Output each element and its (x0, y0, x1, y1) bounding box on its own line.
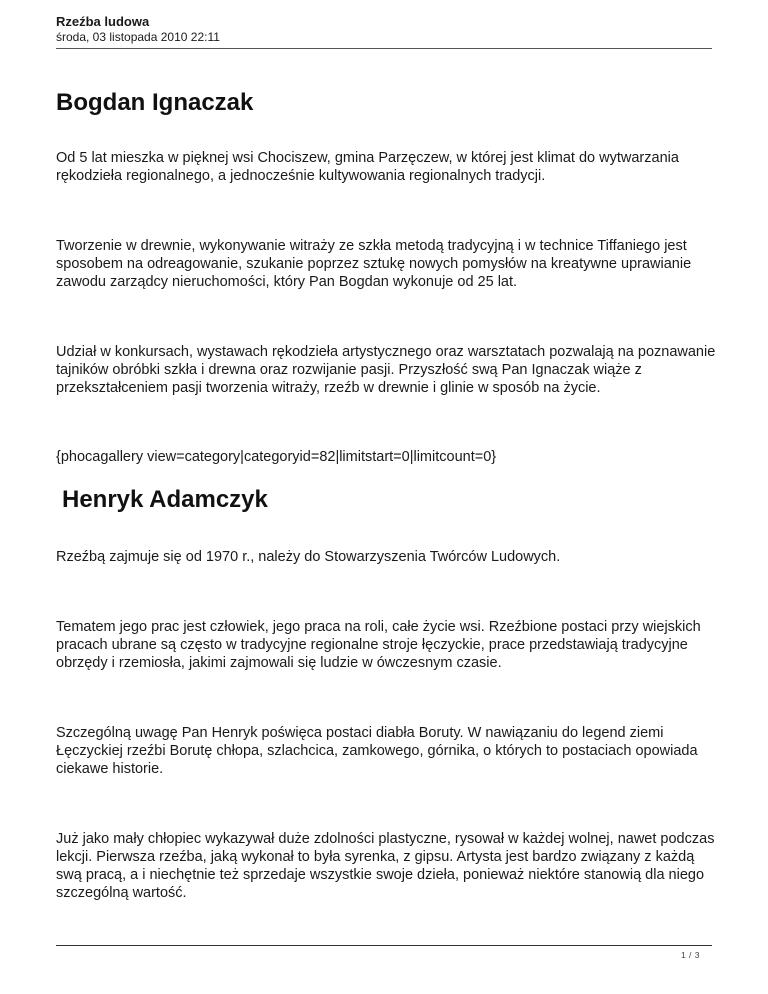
article-body (56, 88, 716, 902)
paragraph: Szczególną uwagę Pan Henryk poświęca postaci diabła Boruty. W nawiązaniu do legend ziemi Łęczyckiej rzeźbi Borutę chłopa, szlachcica, zamkowego, górnika, o których to postaciach opowiada ciekawe historie. (56, 725, 698, 777)
paragraph: Udział w konkursach, wystawach rękodzieła artystycznego oraz warsztatach pozwalają na poznawanie tajników obróbki szkła i drewna oraz rozwijanie pasji. Przyszłość swą Pan Ignaczak wiąże z przekształceniem pasji tworzenia witraży, rzeźb w drewnie i glinie w sposób na życie. (56, 344, 716, 396)
paragraph: Tematem jego prac jest człowiek, jego praca na roli, całe życie wsi. Rzeźbione postaci przy wiejskich pracach ubrane są często w tradycyjne regionalne stroje łęczyckie, prace przedstawiają tradycyjne obrzędy i rzemiosła, jakimi zajmowali się ludzie w ówczesnym czasie. (56, 619, 701, 671)
page-number: 1 / 3 (680, 950, 700, 960)
gallery-shortcode: {phocagallery view=category|categoryid=82|limitstart=0|limitcount=0} (56, 449, 497, 465)
paragraph: Rzeźbą zajmuje się od 1970 r., należy do Stowarzyszenia Twórców Ludowych. (56, 549, 561, 565)
paragraph: Od 5 lat mieszka w pięknej wsi Chociszew, gmina Parzęczew, w której jest klimat do wytwarzania rękodzieła regionalnego, a jednocześnie kultywowania regionalnych tradycji. (56, 150, 679, 184)
paragraph: Już jako mały chłopiec wykazywał duże zdolności plastyczne, rysował w każdej wolnej, nawet podczas lekcji. Pierwsza rzeźba, jaką wykonał to była syrenka, z gipsu. Artysta jest bardzo związany z każdą swą pracą, a i niechętnie też sprzedaje wszystkie swoje dzieła, ponieważ niektóre stanowią dla niego szczególną wartość. (56, 831, 715, 901)
section-heading-henryk: Henryk Adamczyk (62, 486, 268, 513)
document-date: środa, 03 listopada 2010 22:11 (56, 30, 220, 44)
paragraph: Tworzenie w drewnie, wykonywanie witraży ze szkła metodą tradycyjną i w technice Tiffaniego jest sposobem na odreagowanie, szukanie poprzez sztukę nowych pomysłów na kreatywne uprawianie zawodu zarządcy nieruchomości, który Pan Bogdan wykonuje od 25 lat. (56, 238, 692, 290)
footer-divider (56, 945, 712, 946)
document-title: Rzeźba ludowa (56, 14, 150, 29)
header-divider (56, 48, 712, 49)
document-header (56, 14, 712, 45)
section-heading-bogdan: Bogdan Ignaczak (56, 89, 254, 116)
